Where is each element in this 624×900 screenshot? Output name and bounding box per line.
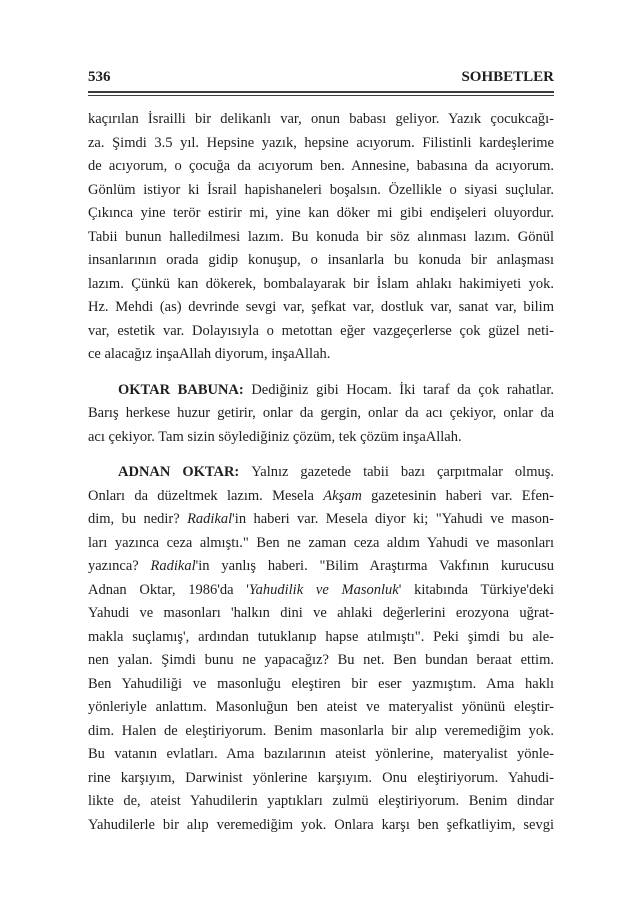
- text-line: [88, 673, 554, 697]
- text-line: [88, 720, 554, 744]
- publication-title: Radikal: [150, 558, 196, 574]
- text-line: [88, 379, 554, 403]
- text-run: lazım. Çünkü kan dökerek, bombalayarak bir İslam ahlakı hakimiyeti yok.: [88, 275, 554, 292]
- text-run: nen yalan. Şimdi bunu ne yapacağız? Bu net. Ben bundan beraat ettim.: [88, 652, 554, 668]
- text-run: ları yazınca ceza almıştı." Ben ne zaman ceza aldım Yahudi ve masonları: [88, 534, 554, 551]
- running-title: SOHBETLER: [461, 69, 554, 85]
- text-run: dim. Halen de eleştiriyorum. Benim masonlarla bir alıp veremediğim yok.: [88, 722, 554, 739]
- text-run: Onları da düzeltmek lazım. Mesela: [88, 487, 324, 504]
- text-line: [88, 108, 554, 132]
- text-run: za. Şimdi 3.5 yıl. Hepsine yazık, hepsine acıyorum. Filistinli kardeşlerime: [88, 134, 554, 151]
- publication-title: Akşam: [323, 487, 362, 504]
- text-line: [88, 226, 554, 250]
- text-run: ce alacağız inşaAllah diyorum, inşaAllah.: [88, 346, 331, 362]
- speaker-name: OKTAR BABUNA:: [118, 381, 252, 398]
- text-run: de acıyorum, o çocuğa da acıyorum ben. Annesine, babasına da acıyorum.: [88, 158, 554, 174]
- text-run: Adnan Oktar, 1986'da ': [88, 581, 249, 598]
- text-line: [88, 202, 554, 226]
- text-line: [88, 790, 554, 814]
- text-line: [88, 461, 554, 485]
- text-block: [88, 108, 554, 837]
- text-line: [88, 296, 554, 320]
- text-line: [88, 814, 554, 838]
- text-run: likte de, ateist Yahudilerin yaptıkları zulmü eleştiriyorum. Benim dindar: [88, 793, 554, 809]
- text-line: [88, 179, 554, 203]
- page-content: [88, 68, 554, 837]
- speaker-name: ADNAN OKTAR:: [118, 464, 252, 480]
- header-rule: [88, 91, 554, 96]
- text-line: [88, 249, 554, 273]
- text-line: [88, 155, 554, 179]
- text-line: [88, 767, 554, 791]
- text-run: ' kitabında Türkiye'deki: [398, 581, 554, 598]
- text-run: gazetesinin haberi var. Efen-: [361, 487, 554, 504]
- text-run: 'in yanlış haberi. "Bilim Araştırma Vakfının kurucusu: [195, 558, 554, 574]
- text-run: Yahudi ve masonları 'halkın dini ve ahlaki değerlerini erozyona uğrat-: [88, 605, 554, 621]
- text-line: [88, 132, 554, 156]
- paragraph: [88, 379, 554, 450]
- paragraph: [88, 108, 554, 367]
- text-line: [88, 402, 554, 426]
- text-run: insanlarının orada gidip konuşup, o insanlarla bu konuda bir anlaşması: [88, 252, 554, 268]
- text-run: rine karşıyım, Darwinist yönlerine karşıyım. Onu eleştiriyorum. Yahudi-: [88, 769, 554, 786]
- text-line: [88, 602, 554, 626]
- page-number: 536: [88, 69, 111, 85]
- text-run: Barış herkese huzur getirir, onlar da gergin, onlar da acı çekiyor, onlar da: [88, 405, 554, 421]
- text-line: [88, 273, 554, 297]
- text-run: var, estetik var. Dolayısıyla o metottan eğer vazgeçerlerse çok güzel neti-: [88, 322, 554, 339]
- publication-title: Radikal: [187, 511, 233, 527]
- text-line: [88, 743, 554, 767]
- text-run: Dediğiniz gibi Hocam. İki taraf da çok rahatlar.: [251, 381, 554, 398]
- text-run: Çıkınca yine terör estirir mi, yine kan döker mi gibi endişeleri oluyordur.: [88, 205, 554, 221]
- text-run: kaçırılan İsrailli bir delikanlı var, onun babası geliyor. Yazık çocukcağı-: [88, 111, 554, 127]
- text-run: Hz. Mehdi (as) devrinde sevgi var, şefkat var, dostluk var, sanat var, bilim: [88, 299, 554, 315]
- text-run: Tabii bunun halledilmesi lazım. Bu konuda bir söz alınması lazım. Gönül: [88, 228, 554, 245]
- text-run: Yahudilerle bir alıp veremediğim yok. Onlara karşı ben şefkatliyim, sevgi: [88, 816, 554, 833]
- text-line: [88, 649, 554, 673]
- paragraph: [88, 461, 554, 837]
- text-line: [88, 426, 554, 450]
- text-run: Yalnız gazetede tabii bazı çarpıtmalar olmuş.: [251, 464, 554, 480]
- text-line: [88, 626, 554, 650]
- text-run: 'in haberi var. Mesela diyor ki; "Yahudi ve mason-: [232, 511, 554, 527]
- text-run: Ben Yahudiliği ve masonluğu eleştiren bir eser yazmıştım. Ama haklı: [88, 675, 554, 692]
- text-line: [88, 555, 554, 579]
- text-line: [88, 485, 554, 509]
- text-line: [88, 579, 554, 603]
- text-line: [88, 532, 554, 556]
- text-run: Bu vatanın evlatları. Ama bazılarının ateist yönlerine, materyalist yönle-: [88, 746, 554, 762]
- text-run: yönleriyle anlattım. Masonluğun ben ateist ve materyalist yönünü eleştir-: [88, 699, 554, 715]
- text-line: [88, 508, 554, 532]
- text-run: yazınca?: [88, 558, 151, 574]
- text-run: dim, bu nedir?: [88, 511, 188, 527]
- text-run: makla suçlamış', ardından tutuklanıp hapse atılmıştı". Peki şimdi bu ale-: [88, 628, 554, 645]
- text-line: [88, 696, 554, 720]
- text-line: [88, 343, 554, 367]
- publication-title: Yahudilik ve Masonluk: [248, 581, 399, 598]
- text-run: Gönlüm istiyor ki İsrail hapishaneleri boşalsın. Özellikle o siyasi suçlular.: [88, 181, 554, 198]
- text-line: [88, 320, 554, 344]
- page-header: [88, 68, 554, 86]
- text-run: acı çekiyor. Tam sizin söylediğiniz çözüm, tek çözüm inşaAllah.: [88, 428, 462, 445]
